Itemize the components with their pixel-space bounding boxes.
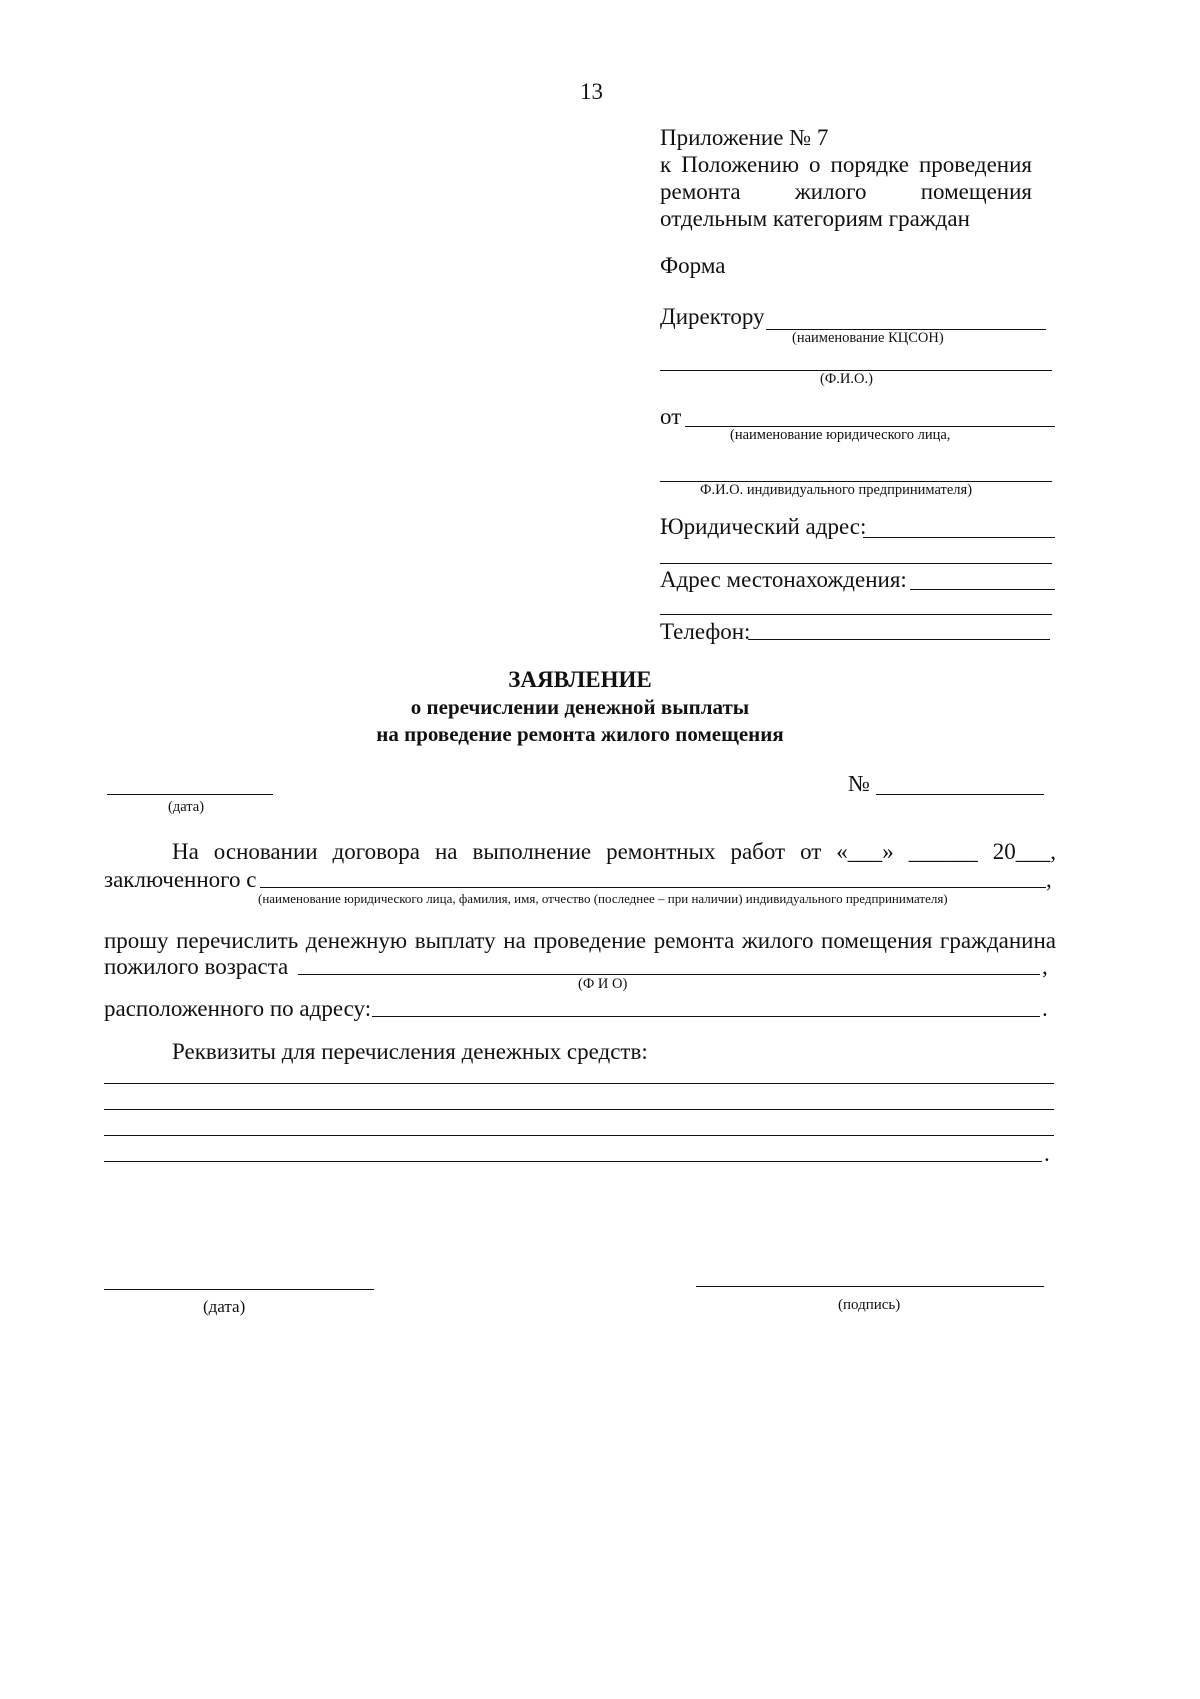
requisites-label: Реквизиты для перечисления денежных средств: — [172, 1039, 648, 1064]
phone-label: Телефон: — [660, 619, 751, 644]
legal-address-line-2[interactable] — [660, 563, 1052, 564]
date-line[interactable] — [107, 794, 273, 795]
citizen-fio-hint: (Ф И О) — [578, 976, 628, 992]
address-line[interactable] — [372, 1016, 1040, 1017]
contract-continuation: заключенного с — [104, 867, 257, 892]
legal-address-line[interactable] — [863, 537, 1055, 538]
number-line[interactable] — [876, 794, 1044, 795]
appendix-title: Приложение № 7 — [660, 125, 829, 150]
document-subtitle-2: на проведение ремонта жилого помещения — [376, 722, 784, 746]
requisites-line-1[interactable] — [104, 1083, 1054, 1084]
request-paragraph: прошу перечислить денежную выплату на проведение ремонта жилого помещения гражданина — [104, 928, 1056, 953]
page-number: 13 — [580, 79, 603, 104]
legal-address-label: Юридический адрес: — [660, 514, 867, 539]
citizen-fio-line[interactable] — [298, 974, 1040, 975]
signature-date-line[interactable] — [104, 1289, 374, 1290]
signature-line[interactable] — [696, 1286, 1044, 1287]
requisites-line-4[interactable] — [104, 1161, 1042, 1162]
appendix-line-3: отдельным категориям граждан — [660, 206, 970, 231]
request-continuation: пожилого возраста — [104, 954, 289, 979]
from-label: от — [660, 404, 682, 429]
from-hint: (наименование юридического лица, — [730, 427, 951, 443]
contractor-line[interactable] — [260, 887, 1046, 888]
location-line-2[interactable] — [660, 614, 1052, 615]
signature-hint: (подпись) — [838, 1297, 901, 1313]
form-label: Форма — [660, 253, 726, 278]
date-hint: (дата) — [168, 799, 205, 815]
requisites-line-2[interactable] — [104, 1109, 1054, 1110]
phone-line[interactable] — [748, 639, 1050, 640]
document-subtitle-1: о перечислении денежной выплаты — [410, 695, 750, 719]
director-label: Директору — [660, 304, 765, 329]
signature-date-hint: (дата) — [203, 1297, 246, 1316]
fio-hint: (Ф.И.О.) — [820, 371, 873, 387]
requisites-line-3[interactable] — [104, 1135, 1054, 1136]
location-label: Адрес местонахождения: — [660, 567, 907, 592]
contractor-hint: (наименование юридического лица, фамилия, имя, отчество (последнее – при наличии) индивидуального предпринимателя) — [258, 891, 948, 906]
contract-paragraph: На основании договора на выполнение ремонтных работ от «___» ______ 20___, — [172, 839, 1056, 864]
address-label: расположенного по адресу: — [104, 996, 372, 1021]
appendix-line-1: к Положению о порядке проведения — [660, 152, 1032, 177]
director-hint: (наименование КЦСОН) — [792, 330, 944, 346]
number-label: № — [848, 771, 870, 796]
location-line[interactable] — [910, 589, 1055, 590]
ip-hint: Ф.И.О. индивидуального предпринимателя) — [700, 482, 973, 498]
appendix-block — [660, 124, 1032, 232]
appendix-line-2: ремонта жилого помещения — [660, 179, 1032, 204]
document-title: ЗАЯВЛЕНИЕ — [508, 667, 652, 692]
